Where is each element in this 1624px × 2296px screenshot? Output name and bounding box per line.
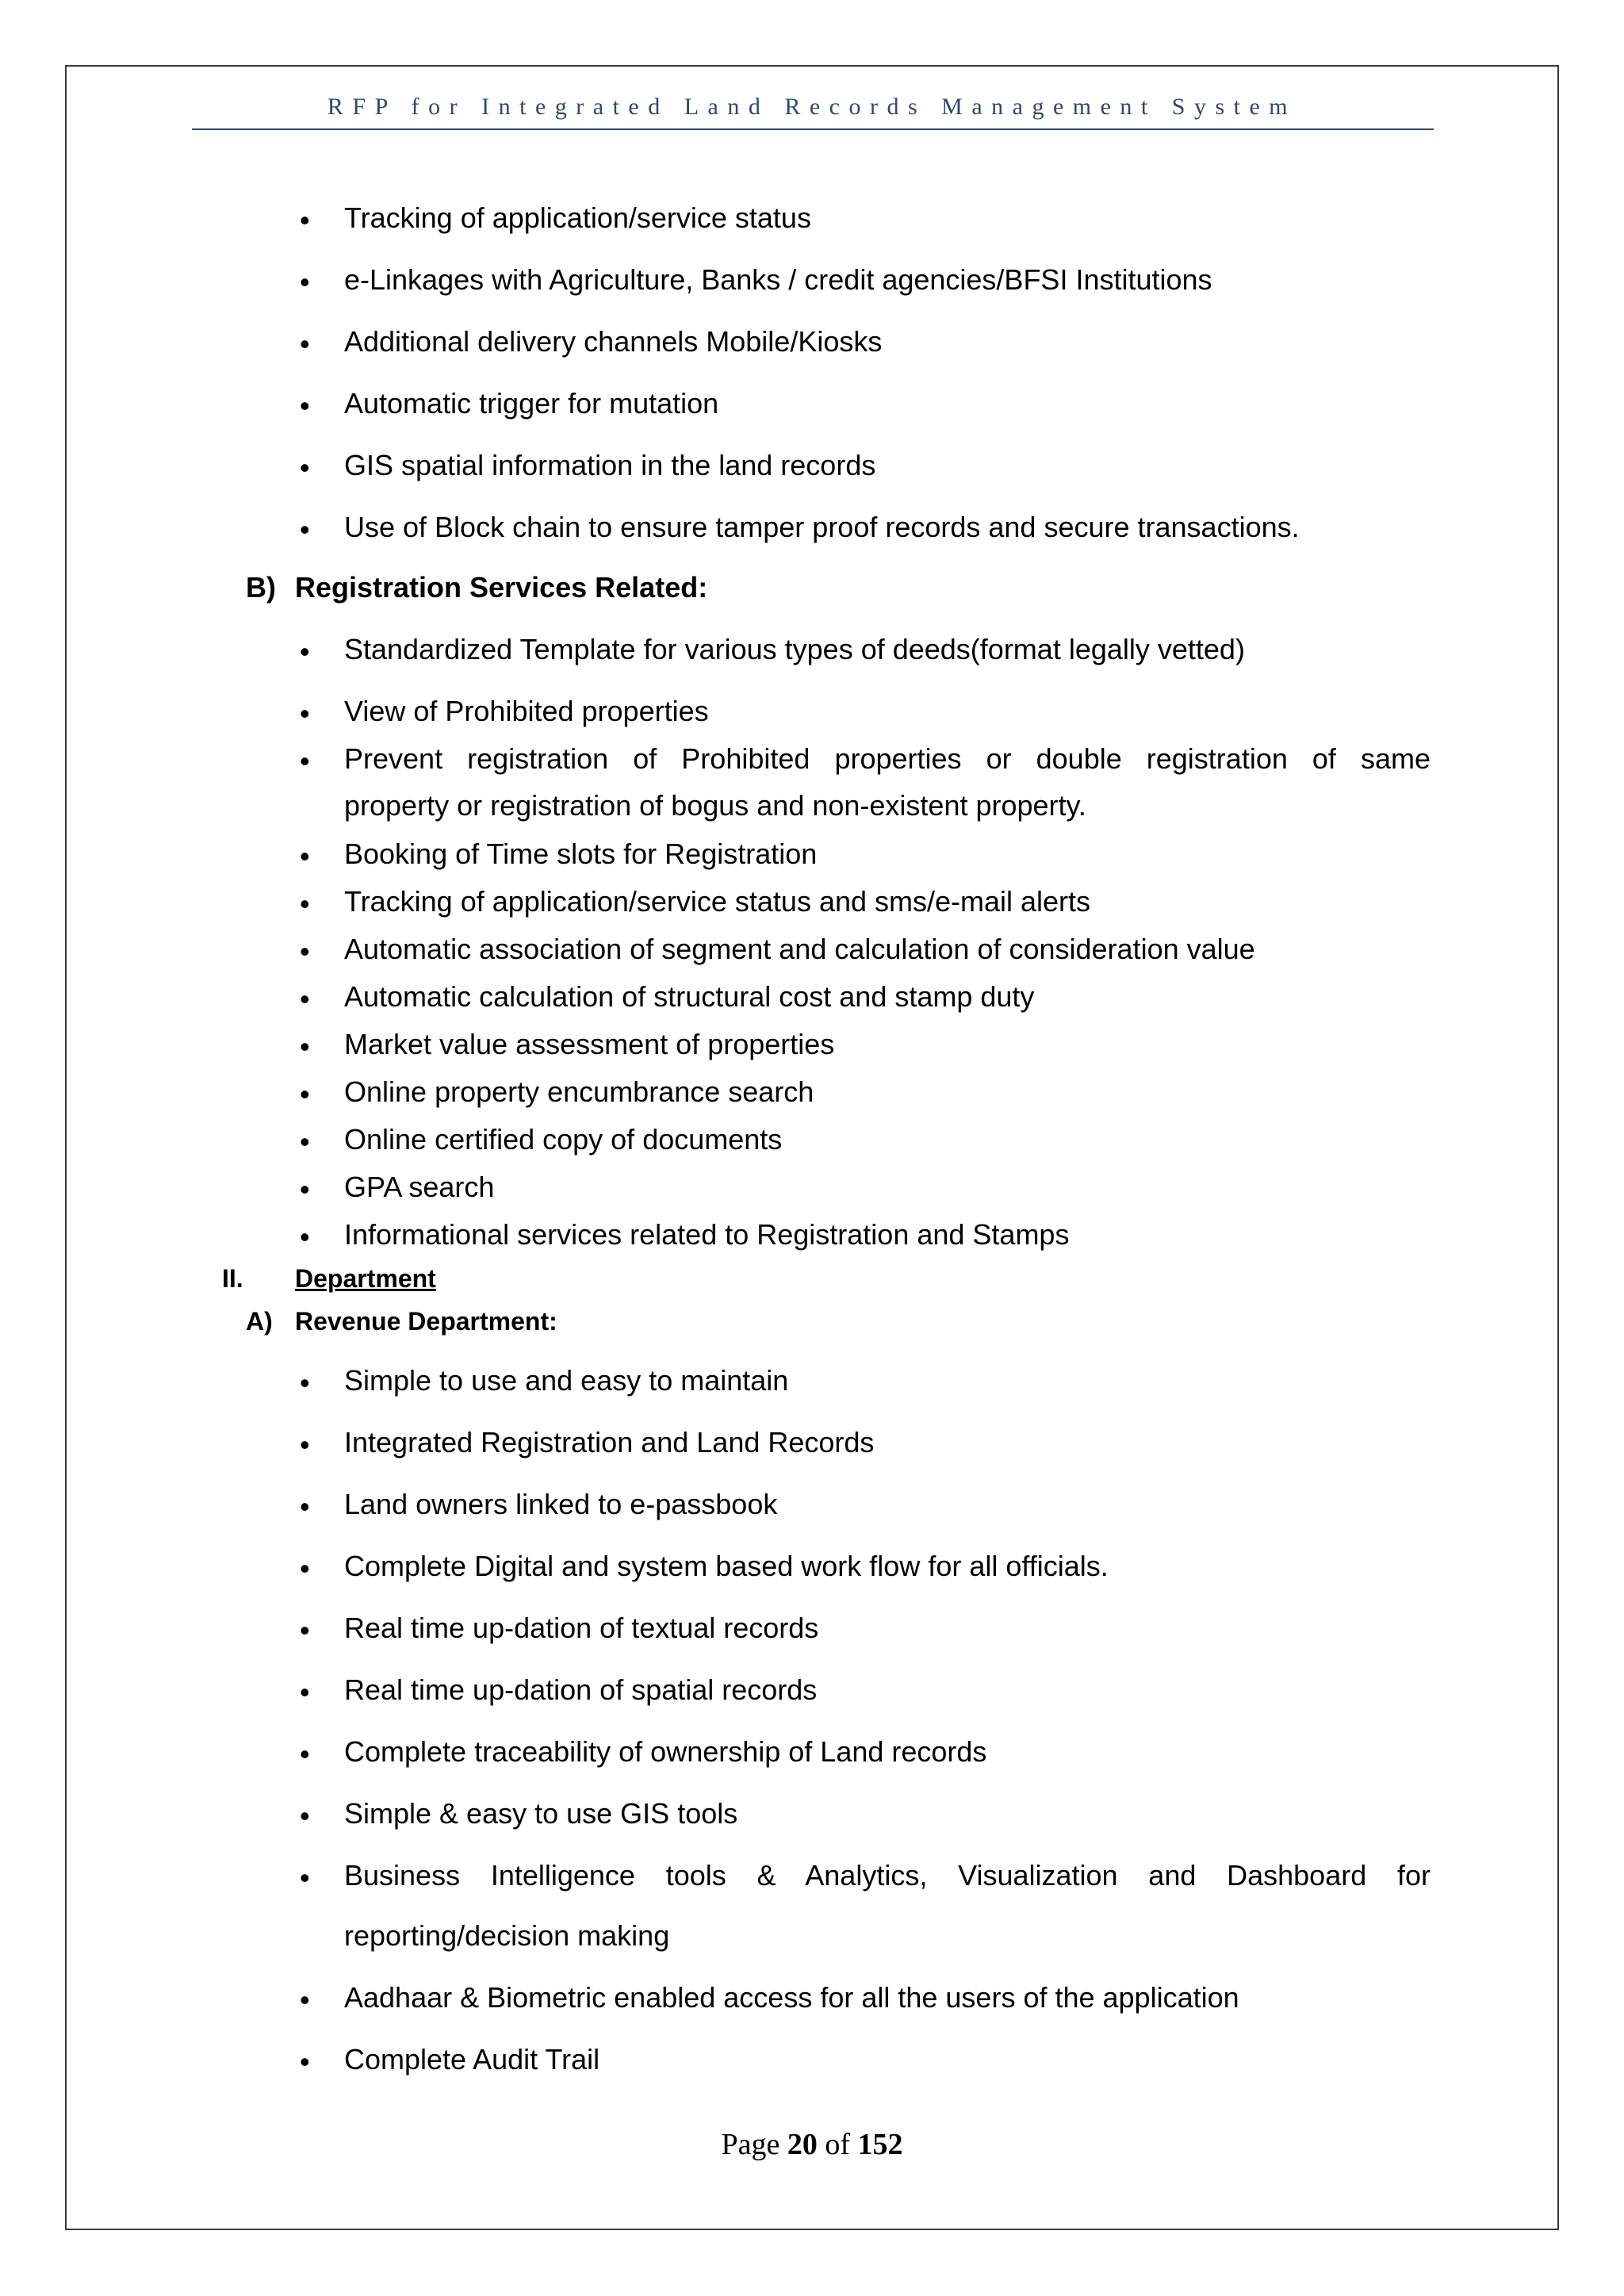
list-item: Informational services related to Registration and Stamps [344,1218,1070,1251]
bullet-icon: • [300,840,310,872]
bullet-icon: • [300,513,310,546]
list-item: Real time up-dation of spatial records [344,1673,818,1706]
list-item: Booking of Time slots for Registration [344,838,818,870]
list-item: Integrated Registration and Land Records [344,1426,875,1458]
bullet-icon: • [300,635,310,668]
bullet-icon: • [300,697,310,730]
list-item: Online certified copy of documents [344,1123,783,1156]
list-item: Automatic trigger for mutation [344,387,719,420]
bullet-icon: • [300,451,310,484]
page-footer [0,2127,1624,2162]
bullet-icon: • [300,1676,310,1708]
list-item: Complete Digital and system based work flow for all officials. [344,1550,1109,1582]
list-item: Simple to use and easy to maintain [344,1364,789,1397]
bullet-icon: • [300,1221,310,1253]
bullet-icon: • [300,1614,310,1646]
footer-prefix: Page [721,2128,787,2161]
bullet-icon: • [300,1078,310,1110]
bullet-icon: • [300,1030,310,1063]
section-b-marker: B) [246,571,276,604]
bullet-icon: • [300,1173,310,1205]
list-item: Market value assessment of properties [344,1028,835,1060]
bullet-icon: • [300,887,310,920]
list-item: Land owners linked to e-passbook [344,1488,778,1520]
section-ii-title: Department [295,1264,436,1293]
list-item: GPA search [344,1171,495,1203]
bullet-icon: • [300,1125,310,1158]
bullet-icon: • [300,1861,310,1894]
list-item: Use of Block chain to ensure tamper proof records and secure transactions. [344,511,1300,543]
bullet-icon: • [300,983,310,1015]
list-item: Real time up-dation of textual records [344,1612,819,1644]
list-item: Additional delivery channels Mobile/Kiosks [344,325,883,358]
list-item: Simple & easy to use GIS tools [344,1797,738,1830]
bullet-icon: • [300,1490,310,1523]
section-b-title: Registration Services Related: [295,571,708,604]
page-total: 152 [857,2128,903,2161]
revenue-marker: A) [246,1307,273,1336]
bullet-icon: • [300,266,310,298]
bullet-icon: • [300,1800,310,1832]
list-item: View of Prohibited properties [344,695,709,727]
bullet-icon: • [300,1366,310,1399]
revenue-title: Revenue Department: [295,1307,557,1336]
list-item: Online property encumbrance search [344,1075,814,1108]
list-item: Complete Audit Trail [344,2043,600,2076]
bullet-icon: • [300,204,310,236]
bullet-icon: • [300,745,310,777]
running-header: RFP for Integrated Land Records Management System [327,94,1297,120]
bullet-icon: • [300,935,310,968]
list-item-continuation: property or registration of bogus and non-existent property. [344,789,1086,822]
section-ii-marker: II. [222,1264,243,1293]
bullet-icon: • [300,1738,310,1770]
list-item: Business Intelligence tools & Analytics, Visualization and Dashboard for [344,1859,1431,1892]
list-item: Prevent registration of Prohibited properties or double registration of same [344,742,1431,775]
bullet-icon: • [300,1428,310,1461]
bullet-icon: • [300,1552,310,1585]
list-item: Complete traceability of ownership of Land records [344,1735,987,1768]
list-item: Tracking of application/service status [344,201,811,234]
list-item: Tracking of application/service status and sms/e-mail alerts [344,885,1091,918]
bullet-icon: • [300,1984,310,2016]
list-item: Automatic association of segment and calculation of consideration value [344,933,1255,965]
list-item: GIS spatial information in the land records [344,449,876,481]
list-item: Standardized Template for various types of deeds(format legally vetted) [344,633,1245,665]
list-item-continuation: reporting/decision making [344,1919,670,1952]
list-item: Automatic calculation of structural cost and stamp duty [344,980,1035,1013]
bullet-icon: • [300,328,310,360]
list-item: e-Linkages with Agriculture, Banks / credit agencies/BFSI Institutions [344,263,1212,296]
footer-of: of [817,2128,858,2161]
list-item: Aadhaar & Biometric enabled access for all the users of the application [344,1981,1239,2014]
page-number: 20 [787,2128,818,2161]
bullet-icon: • [300,389,310,422]
bullet-icon: • [300,2045,310,2078]
